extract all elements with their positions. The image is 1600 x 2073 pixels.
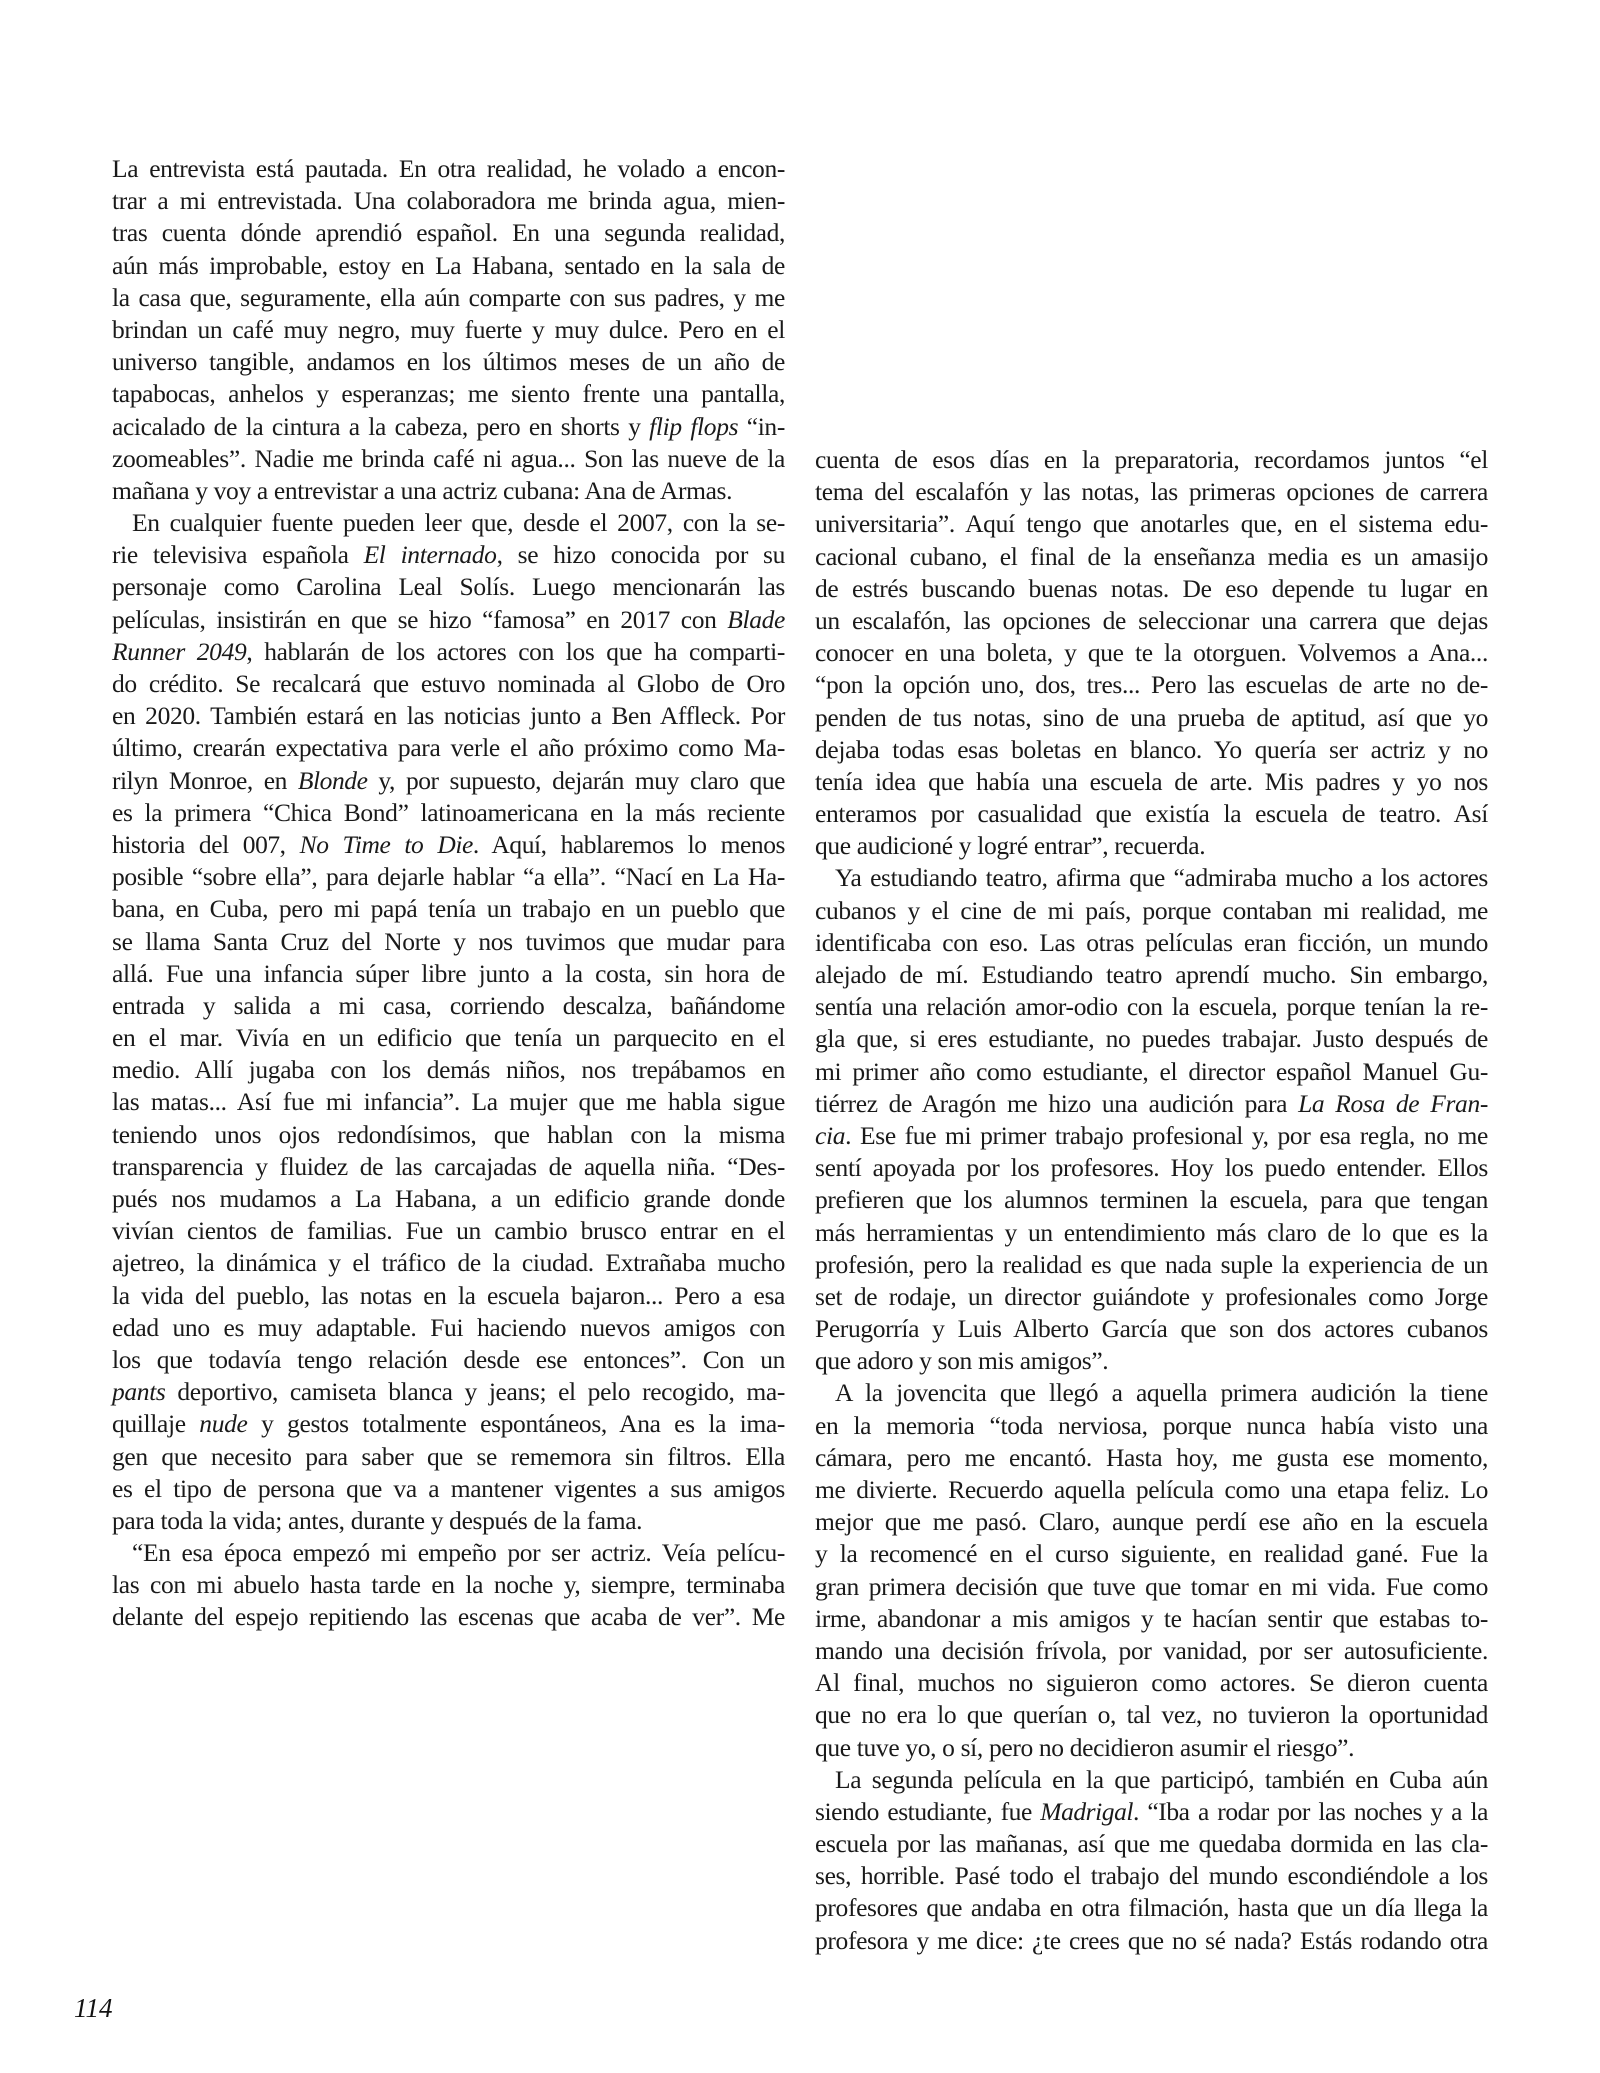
text-line xyxy=(815,508,1488,540)
text-run: posible “sobre ella”, para dejarle hablar “a ella”. “Nací en La Ha- xyxy=(112,862,785,892)
text-run: . Aquí, hablaremos lo menos xyxy=(472,829,785,859)
article-column-left xyxy=(112,153,785,1634)
text-run: La entrevista está pautada. En otra realidad, he volado a encon- xyxy=(112,154,785,183)
text-run: universo tangible, andamos en los últimos meses de un año de xyxy=(112,347,785,377)
text-line xyxy=(112,990,785,1022)
text-run: es el tipo de persona que va a mantener vigentes a sus amigos xyxy=(112,1473,785,1503)
text-line xyxy=(112,153,785,185)
text-line xyxy=(815,1828,1488,1860)
text-run: último, crearán expectativa para verle el año próximo como Ma- xyxy=(112,733,785,763)
text-run: “in- xyxy=(738,411,785,441)
text-line xyxy=(112,1473,785,1505)
text-line xyxy=(815,1410,1488,1442)
text-run: mando una decisión frívola, por vanidad, por ser autosuficiente. xyxy=(815,1635,1488,1665)
text-run: cacional cubano, el final de la enseñanza media es un amasijo xyxy=(815,541,1488,571)
text-run: do crédito. Se recalcará que estuvo nominada al Globo de Oro xyxy=(112,669,785,698)
text-line xyxy=(112,346,785,378)
text-run: set de rodaje, un director guiándote y profesionales como Jorge xyxy=(815,1281,1488,1311)
text-line xyxy=(815,1474,1488,1506)
text-run: Ya estudiando teatro, afirma que “admiraba mucho a los actores xyxy=(835,863,1488,893)
text-run: y la recomencé en el curso siguiente, en realidad gané. Fue la xyxy=(815,1539,1488,1569)
text-line xyxy=(112,571,785,603)
text-run: en la memoria “toda nerviosa, porque nunca había visto una xyxy=(815,1410,1488,1440)
text-line xyxy=(815,830,1488,862)
text-run: mañana y voy a entrevistar a una actriz cubana: Ana de Armas. xyxy=(112,475,733,505)
text-run: pués nos mudamos a La Habana, a un edificio grande donde xyxy=(112,1184,785,1213)
text-run: , hablarán de los actores con los que ha comparti- xyxy=(246,636,785,666)
text-run: deportivo, camiseta blanca y jeans; el pelo recogido, ma- xyxy=(165,1377,785,1407)
text-run: Al final, muchos no siguieron como actores. Se dieron cuenta xyxy=(815,1668,1488,1698)
text-line xyxy=(112,958,785,990)
text-run: . “Iba a rodar por las noches y a la xyxy=(1133,1796,1488,1826)
text-line xyxy=(815,1699,1488,1731)
text-line xyxy=(112,1054,785,1086)
text-line xyxy=(112,829,785,861)
text-run: las matas... Así fue mi infancia”. La mujer que me habla sigue xyxy=(112,1087,785,1117)
text-line xyxy=(112,1151,785,1183)
text-line xyxy=(815,1377,1488,1409)
text-line xyxy=(112,1280,785,1312)
text-run: y gestos totalmente espontáneos, Ana es la ima- xyxy=(247,1409,785,1439)
text-line xyxy=(815,476,1488,508)
text-run: profesora y me dice: ¿te crees que no sé nada? Estás rodando otra xyxy=(815,1925,1488,1955)
text-line xyxy=(815,637,1488,669)
text-line xyxy=(112,893,785,925)
text-run: personaje como Carolina Leal Solís. Luego mencionarán las xyxy=(112,572,785,602)
text-run: escuela por las mañanas, así que me quedaba dormida en las cla- xyxy=(815,1829,1488,1859)
text-line xyxy=(112,411,785,443)
text-run: delante del espejo repitiendo las escenas que acaba de ver”. Me xyxy=(112,1602,785,1632)
text-line xyxy=(112,1215,785,1247)
text-line xyxy=(112,507,785,539)
text-line xyxy=(112,282,785,314)
text-line xyxy=(112,700,785,732)
text-run: que adoro y son mis amigos”. xyxy=(815,1346,1109,1376)
italic-title: nude xyxy=(199,1409,248,1439)
text-run: siendo estudiante, fue xyxy=(815,1796,1041,1826)
text-run: tras cuenta dónde aprendió español. En una segunda realidad, xyxy=(112,218,785,248)
italic-title: Blonde xyxy=(297,765,368,795)
text-line xyxy=(815,1571,1488,1603)
text-line xyxy=(815,895,1488,927)
text-run: conocer en una boleta, y que te la otorguen. Volvemos a Ana... xyxy=(815,638,1488,668)
italic-title: El internado xyxy=(363,540,497,570)
text-run: tema del escalafón y las notas, las primeras opciones de carrera xyxy=(815,477,1488,507)
text-line xyxy=(112,1537,785,1569)
italic-title: La Rosa de Fran- xyxy=(1298,1088,1488,1118)
text-run: gla que, si eres estudiante, no puedes trabajar. Justo después de xyxy=(815,1024,1488,1054)
text-run: cuenta de esos días en la preparatoria, recordamos juntos “el xyxy=(815,445,1488,474)
text-run: las con mi abuelo hasta tarde en la noche y, siempre, terminaba xyxy=(112,1570,785,1600)
italic-title: No Time to Die xyxy=(299,829,473,859)
text-line xyxy=(112,765,785,797)
text-line xyxy=(112,1119,785,1151)
text-line xyxy=(815,1442,1488,1474)
text-run: tiérrez de Aragón me hizo una audición para xyxy=(815,1088,1299,1118)
text-run: , se hizo conocida por su xyxy=(496,540,785,570)
text-run: para toda la vida; antes, durante y después de la fama. xyxy=(112,1505,643,1535)
text-line xyxy=(112,314,785,346)
text-line xyxy=(815,1281,1488,1313)
text-run: dejaba todas esas boletas en blanco. Yo quería ser actriz y no xyxy=(815,734,1488,764)
text-run: teniendo unos ojos redondísimos, que hablan con la misma xyxy=(112,1119,785,1149)
text-line xyxy=(112,668,785,700)
text-run: medio. Allí jugaba con los demás niños, nos trepábamos en xyxy=(112,1055,785,1085)
text-run: aún más improbable, estoy en La Habana, sentado en la sala de xyxy=(112,250,785,280)
text-line xyxy=(112,1408,785,1440)
text-line xyxy=(112,1022,785,1054)
text-run: A la jovencita que llegó a aquella primera audición la tiene xyxy=(835,1378,1488,1408)
text-line xyxy=(815,1796,1488,1828)
text-run: entrada y salida a mi casa, corriendo descalza, bañándome xyxy=(112,990,785,1020)
text-line xyxy=(815,444,1488,476)
text-run: historia del 007, xyxy=(112,829,300,859)
text-line xyxy=(815,798,1488,830)
text-run: en 2020. También estará en las noticias junto a Ben Affleck. Por xyxy=(112,701,785,731)
text-line xyxy=(112,217,785,249)
text-run: la vida del pueblo, las notas en la escuela bajaron... Pero a esa xyxy=(112,1280,785,1310)
text-run: de estrés buscando buenas notas. De eso depende tu lugar en xyxy=(815,573,1488,603)
text-line xyxy=(815,1217,1488,1249)
text-line xyxy=(112,539,785,571)
text-run: tenía idea que había una escuela de arte. Mis padres y yo nos xyxy=(815,766,1488,796)
text-run: irme, abandonar a mis amigos y te hacían sentir que estabas to- xyxy=(815,1603,1488,1633)
text-line xyxy=(112,475,785,507)
text-run: Perugorría y Luis Alberto García que son dos actores cubanos xyxy=(815,1314,1488,1344)
text-run: alejado de mí. Estudiando teatro aprendí mucho. Sin embargo, xyxy=(815,960,1488,989)
text-run: ajetreo, la dinámica y el tráfico de la ciudad. Extrañaba mucho xyxy=(112,1248,785,1278)
text-run: bana, en Cuba, pero mi papá tenía un trabajo en un pueblo que xyxy=(112,894,785,924)
text-line xyxy=(815,1635,1488,1667)
text-line xyxy=(815,1764,1488,1796)
text-run: prefieren que los alumnos terminen la escuela, para que tengan xyxy=(815,1185,1488,1215)
text-run: que tuve yo, o sí, pero no decidieron asumir el riesgo”. xyxy=(815,1732,1355,1762)
text-run: acicalado de la cintura a la cabeza, pero en shorts y xyxy=(112,411,650,441)
text-line xyxy=(815,959,1488,991)
text-run: quillaje xyxy=(112,1409,200,1439)
article-column-right xyxy=(815,444,1488,1957)
text-line xyxy=(112,1569,785,1601)
italic-title: Madrigal xyxy=(1040,1796,1134,1826)
text-line xyxy=(815,1732,1488,1764)
text-line xyxy=(112,1376,785,1408)
text-line xyxy=(815,1345,1488,1377)
text-run: universitaria”. Aquí tengo que anotarles que, en el sistema edu- xyxy=(815,509,1488,539)
page-number: 114 xyxy=(74,1993,113,2023)
text-line xyxy=(112,1344,785,1376)
text-run: y, por supuesto, dejarán muy claro que xyxy=(367,765,785,795)
text-line xyxy=(815,927,1488,959)
text-line xyxy=(112,732,785,764)
text-line xyxy=(815,1506,1488,1538)
text-line xyxy=(815,605,1488,637)
text-run: ses, horrible. Pasé todo el trabajo del mundo escondiéndole a los xyxy=(815,1861,1488,1891)
text-line xyxy=(815,1538,1488,1570)
text-line xyxy=(112,185,785,217)
text-line xyxy=(112,1312,785,1344)
text-line xyxy=(815,991,1488,1023)
text-run: En cualquier fuente pueden leer que, desde el 2007, con la se- xyxy=(132,508,785,538)
text-run: sentía una relación amor-odio con la escuela, porque tenían la re- xyxy=(815,992,1488,1022)
italic-title: flip flops xyxy=(649,411,739,441)
text-run: cubanos y el cine de mi país, porque contaban mi realidad, me xyxy=(815,895,1488,925)
text-run: . Ese fue mi primer trabajo profesional y, por esa regla, no me xyxy=(845,1120,1488,1150)
italic-title: Blade xyxy=(727,604,785,634)
text-run: me divierte. Recuerdo aquella película como una etapa feliz. Lo xyxy=(815,1475,1488,1504)
text-run: la casa que, seguramente, ella aún comparte con sus padres, y me xyxy=(112,282,785,312)
text-run: zoomeables”. Nadie me brinda café ni agua... Son las nueve de la xyxy=(112,443,785,473)
text-run: es la primera “Chica Bond” latinoamericana en la más reciente xyxy=(112,797,785,827)
text-line xyxy=(112,1505,785,1537)
text-run: sentí apoyada por los profesores. Hoy los puedo entender. Ellos xyxy=(815,1153,1488,1183)
text-line xyxy=(112,1183,785,1215)
text-line xyxy=(112,861,785,893)
italic-title: Runner 2049 xyxy=(112,636,247,666)
text-line xyxy=(815,1313,1488,1345)
text-line xyxy=(815,1056,1488,1088)
text-run: los que todavía tengo relación desde ese entonces”. Con un xyxy=(112,1344,785,1374)
text-run: rie televisiva española xyxy=(112,540,364,570)
text-run: edad uno es muy adaptable. Fui haciendo nuevos amigos con xyxy=(112,1312,785,1342)
text-line xyxy=(112,797,785,829)
text-line xyxy=(112,604,785,636)
text-line xyxy=(815,702,1488,734)
text-line xyxy=(815,1892,1488,1924)
text-run: rilyn Monroe, en xyxy=(112,765,298,795)
text-run: que audicioné y logré entrar”, recuerda. xyxy=(815,831,1206,861)
text-run: profesores que andaba en otra filmación, hasta que un día llega la xyxy=(815,1893,1488,1923)
text-run: profesión, pero la realidad es que nada suple la experiencia de un xyxy=(815,1249,1488,1279)
text-run: en el mar. Vivía en un edificio que tenía un parquecito en el xyxy=(112,1023,785,1053)
italic-title: pants xyxy=(112,1377,166,1407)
text-line xyxy=(112,1086,785,1118)
text-line xyxy=(815,1184,1488,1216)
text-line xyxy=(112,250,785,282)
text-run: transparencia y fluidez de las carcajadas de aquella niña. “Des- xyxy=(112,1151,785,1181)
text-run: películas, insistirán en que se hizo “famosa” en 2017 con xyxy=(112,604,728,634)
text-run: brindan un café muy negro, muy fuerte y muy dulce. Pero en el xyxy=(112,314,785,344)
text-line xyxy=(815,1088,1488,1120)
text-line xyxy=(112,1247,785,1279)
text-run: se llama Santa Cruz del Norte y nos tuvimos que mudar para xyxy=(112,926,785,956)
text-line xyxy=(112,926,785,958)
text-run: trar a mi entrevistada. Una colaboradora me brinda agua, mien- xyxy=(112,186,785,216)
text-line xyxy=(815,541,1488,573)
text-run: La segunda película en la que participó, también en Cuba aún xyxy=(835,1764,1488,1794)
text-run: mejor que me pasó. Claro, aunque perdí ese año en la escuela xyxy=(815,1507,1488,1537)
text-line xyxy=(815,1925,1488,1957)
text-run: vivían cientos de familias. Fue un cambio brusco entrar en el xyxy=(112,1216,785,1246)
text-line xyxy=(815,669,1488,701)
text-line xyxy=(112,1441,785,1473)
text-line xyxy=(112,636,785,668)
text-run: que no era lo que querían o, tal vez, no tuvieron la oportunidad xyxy=(815,1700,1488,1730)
text-line xyxy=(815,1023,1488,1055)
text-line xyxy=(815,1603,1488,1635)
text-line xyxy=(815,1249,1488,1281)
text-run: más herramientas y un entendimiento más claro de lo que es la xyxy=(815,1217,1488,1247)
text-line xyxy=(112,1601,785,1633)
text-line xyxy=(815,573,1488,605)
text-line xyxy=(815,1152,1488,1184)
text-run: “En esa época empezó mi empeño por ser actriz. Veía pelícu- xyxy=(132,1538,785,1568)
text-line xyxy=(815,862,1488,894)
text-run: gran primera decisión que tuve que tomar en mi vida. Fue como xyxy=(815,1571,1488,1601)
italic-title: cia xyxy=(815,1120,846,1150)
text-run: allá. Fue una infancia súper libre junto a la costa, sin hora de xyxy=(112,958,785,988)
text-run: tapabocas, anhelos y esperanzas; me siento frente una pantalla, xyxy=(112,379,785,409)
text-line xyxy=(815,734,1488,766)
text-run: un escalafón, las opciones de seleccionar una carrera que dejas xyxy=(815,605,1488,635)
text-run: identificaba con eso. Las otras películas eran ficción, un mundo xyxy=(815,927,1488,957)
text-run: penden de tus notas, sino de una prueba de aptitud, así que yo xyxy=(815,702,1488,732)
text-line xyxy=(815,1120,1488,1152)
text-line xyxy=(112,378,785,410)
text-line xyxy=(112,443,785,475)
text-run: cámara, pero me encantó. Hasta hoy, me gusta ese momento, xyxy=(815,1442,1488,1472)
text-run: gen que necesito para saber que se rememora sin filtros. Ella xyxy=(112,1441,785,1471)
text-run: enteramos por casualidad que existía la escuela de teatro. Así xyxy=(815,799,1488,829)
text-line xyxy=(815,1860,1488,1892)
text-line xyxy=(815,766,1488,798)
text-run: “pon la opción uno, dos, tres... Pero las escuelas de arte no de- xyxy=(815,670,1488,700)
text-line xyxy=(815,1667,1488,1699)
text-run: mi primer año como estudiante, el director español Manuel Gu- xyxy=(815,1056,1488,1086)
